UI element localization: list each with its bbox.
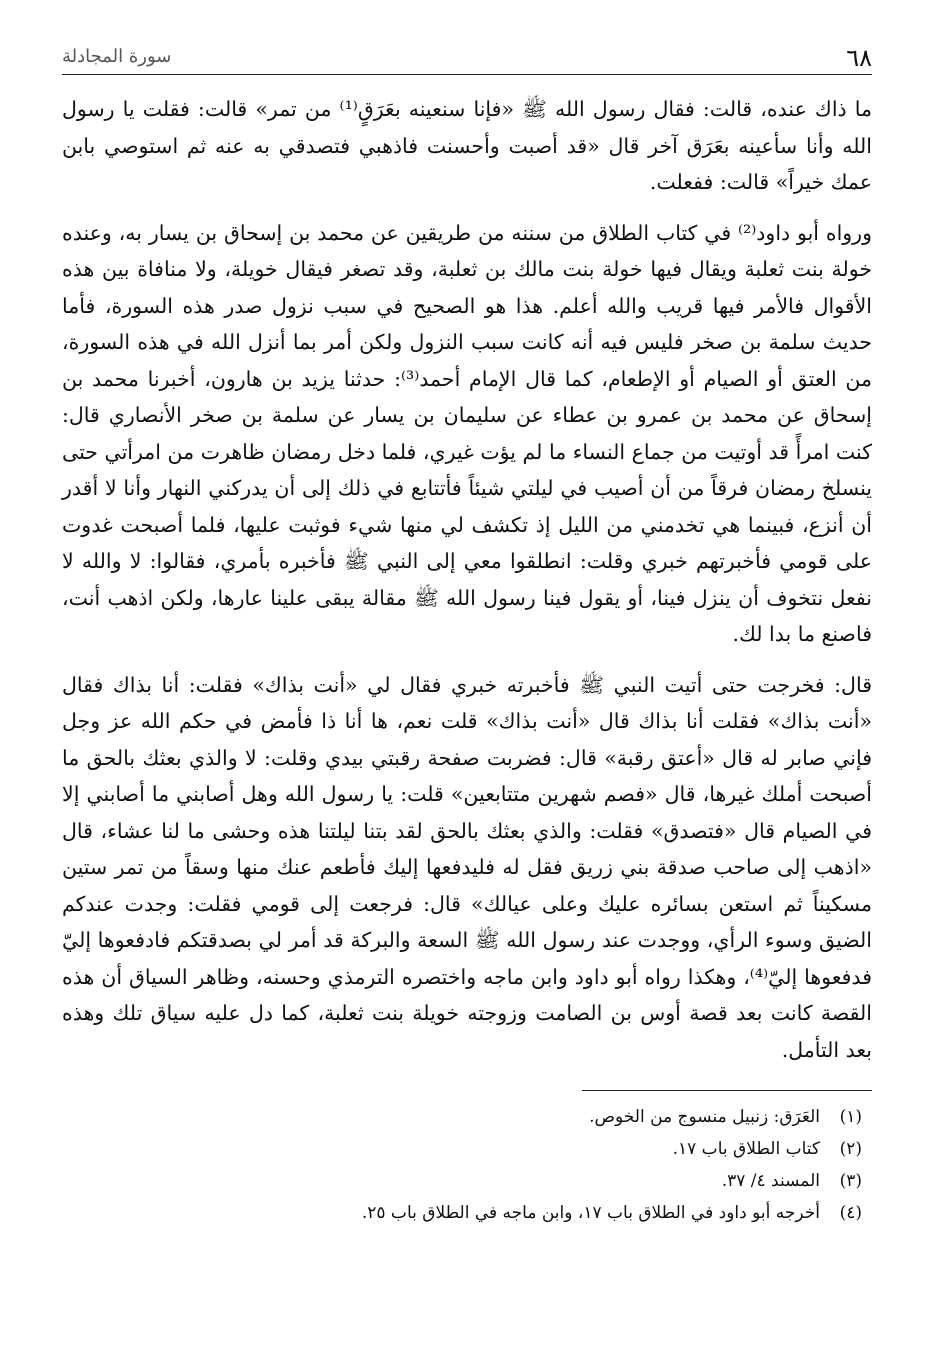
footnotes <box>62 1101 872 1229</box>
footnote-number: (٤) <box>839 1203 862 1223</box>
footnote-item <box>62 1101 872 1133</box>
footnote-number: (١) <box>839 1107 862 1127</box>
footnote-text: العَرَق: زنبيل منسوج من الخوص. <box>589 1107 820 1127</box>
main-text <box>62 91 872 1068</box>
paragraph-3: قال: فخرجت حتى أتيت النبي ﷺ فأخبرته خبري فقال لي «أنت بذاك» فقلت: أنا بذاك فقال «أنت بذاك» فقلت أنا بذاك قال «أنت بذاك» قلت نعم، ها أنا ذا فأمض في حكم الله عز وجل فإني صابر له قال «أعتق رقبة» قال: فضربت صفحة رقبتي بيدي وقلت: لا والذي بعثك بالحق ما أصبحت أملك غيرها، قال «فصم شهرين متتابعين» قلت: يا رسول الله وهل أصابني ما أصابني إلا في الصيام قال «فتصدق» فقلت: والذي بعثك بالحق لقد بتنا ليلتنا هذه وحشى ما لنا عشاء، قال «اذهب إلى صاحب صدقة بني زريق فقل له فليدفعها إليك فأطعم عنك منها وسقاً من تمر ستين مسكيناً ثم استعن بسائره عليك وعلى عيالك» قال: فرجعت إلى قومي فقلت: وجدت عندكم الضيق وسوء الرأي، ووجدت عند رسول الله ﷺ السعة والبركة قد أمر لي بصدقتكم فادفعوها إليّ فدفعوها إليّ⁽⁴⁾، وهكذا رواه أبو داود وابن ماجه واختصره الترمذي وحسنه، وظاهر السياق أن هذه القصة كانت بعد قصة أوس بن الصامت وزوجته خويلة بنت ثعلبة، كما دل عليه سياق تلك وهذه بعد التأمل. <box>62 672 872 1062</box>
surah-title: سورة المجادلة <box>62 46 172 67</box>
footnote-text: كتاب الطلاق باب ١٧. <box>672 1139 820 1159</box>
footnote-number: (٣) <box>839 1171 862 1191</box>
footnote-text: أخرجه أبو داود في الطلاق باب ١٧، وابن ماجه في الطلاق باب ٢٥. <box>361 1203 820 1223</box>
footnote-item <box>62 1197 872 1229</box>
page-header <box>62 40 872 75</box>
footnote-number: (٢) <box>839 1139 862 1159</box>
paragraph-2: ورواه أبو داود⁽²⁾ في كتاب الطلاق من سننه من طريقين عن محمد بن إسحاق بن يسار به، وعنده خولة بنت ثعلبة ويقال فيها خولة بنت مالك بن ثعلبة، وقد تصغر فيقال خويلة، ولا منافاة بين هذه الأقوال فالأمر فيها قريب والله أعلم. هذا هو الصحيح في سبب نزول صدر هذه السورة، فأما حديث سلمة بن صخر فليس فيه أنه كانت سبب النزول ولكن أمر بما أنزل الله في هذه السورة، من العتق أو الصيام أو الإطعام، كما قال الإمام أحمد⁽³⁾: حدثنا يزيد بن هارون، أخبرنا محمد بن إسحاق عن محمد بن عمرو بن عطاء عن سليمان بن يسار عن سلمة بن صخر الأنصاري قال: كنت امرأً قد أوتيت من جماع النساء ما لم يؤت غيري، فلما دخل رمضان ظاهرت من امرأتي حتى ينسلخ رمضان فرقاً من أن أصيب في ليلتي شيئاً فأتتابع في ذلك إلى أن يدركني النهار وأنا لا أقدر أن أنزع، فبينما هي تخدمني من الليل إذ تكشف لي منها شيء فوثبت عليها، فلما أصبحت غدوت على قومي فأخبرتهم خبري وقلت: انطلقوا معي إلى النبي ﷺ فأخبره بأمري، فقالوا: لا والله لا نفعل نتخوف أن ينزل فينا، أو يقول فينا رسول الله ﷺ مقالة يبقى علينا عارها، ولكن اذهب أنت، فاصنع ما بدا لك. <box>62 220 872 646</box>
paragraph-1: ما ذاك عنده، قالت: فقال رسول الله ﷺ «فإنا سنعينه بعَرَقٍ⁽¹⁾ من تمر» قالت: فقلت يا رسول الله وأنا سأعينه بعَرَق آخر قال «قد أصبت وأحسنت فاذهبي فتصدقي به عنه ثم استوصي بابن عمك خيراً» قالت: ففعلت. <box>62 97 872 194</box>
footnote-text: المسند ٤/ ٣٧. <box>721 1171 820 1191</box>
footnote-divider <box>582 1090 872 1091</box>
page-number: ٦٨ <box>846 44 872 72</box>
footnote-item <box>62 1133 872 1165</box>
footnote-item <box>62 1165 872 1197</box>
page <box>62 40 872 1229</box>
